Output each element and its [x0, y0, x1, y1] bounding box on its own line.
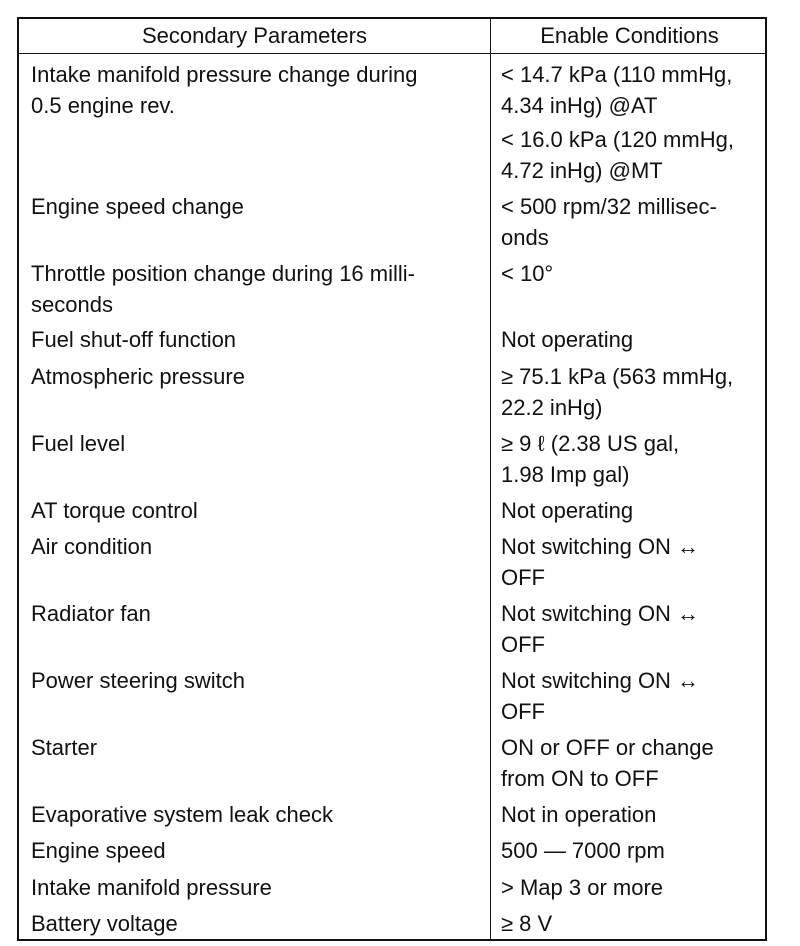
row-9-condition: Not switching ON ↔ OFF: [501, 534, 700, 590]
row-14-parameter: Engine speed: [31, 838, 166, 863]
row-1-condition: < 14.7 kPa (110 mmHg, 4.34 inHg) @AT: [501, 62, 733, 118]
row-10-condition: Not switching ON ↔ OFF: [501, 601, 700, 657]
column-divider: [490, 19, 491, 939]
row-4-condition: < 10°: [501, 261, 554, 286]
row-11-parameter: Power steering switch: [31, 668, 245, 693]
row-11-condition: Not switching ON ↔ OFF: [501, 668, 700, 724]
row-15-parameter: Intake manifold pressure: [31, 875, 272, 900]
row-4-parameter: Throttle position change during 16 milli- seconds: [31, 261, 415, 317]
row-5-condition: Not operating: [501, 327, 634, 352]
header-secondary-parameters: Secondary Parameters: [142, 23, 367, 48]
row-15-condition: > Map 3 or more: [501, 875, 664, 900]
row-3-condition: < 500 rpm/32 millisec- onds: [501, 194, 717, 250]
row-5-parameter: Fuel shut-off function: [31, 327, 237, 352]
row-2-condition: < 16.0 kPa (120 mmHg, 4.72 inHg) @MT: [501, 127, 734, 183]
row-7-parameter: Fuel level: [31, 431, 126, 456]
header-divider: [19, 53, 765, 54]
row-16-condition: ≥ 8 V: [501, 911, 553, 936]
row-12-condition: ON or OFF or change from ON to OFF: [501, 735, 714, 791]
row-1-parameter: Intake manifold pressure change during 0.5 engine rev.: [31, 62, 418, 118]
row-13-condition: Not in operation: [501, 802, 657, 827]
row-8-parameter: AT torque control: [31, 498, 198, 523]
parameters-table: [17, 17, 767, 941]
row-10-parameter: Radiator fan: [31, 601, 151, 626]
row-12-parameter: Starter: [31, 735, 98, 760]
row-7-condition: ≥ 9 ℓ (2.38 US gal, 1.98 Imp gal): [501, 431, 680, 487]
row-6-condition: ≥ 75.1 kPa (563 mmHg, 22.2 inHg): [501, 364, 734, 420]
row-3-parameter: Engine speed change: [31, 194, 244, 219]
row-14-condition: 500 — 7000 rpm: [501, 838, 665, 863]
row-8-condition: Not operating: [501, 498, 634, 523]
row-16-parameter: Battery voltage: [31, 911, 178, 936]
row-9-parameter: Air condition: [31, 534, 153, 559]
row-13-parameter: Evaporative system leak check: [31, 802, 334, 827]
header-enable-conditions: Enable Conditions: [540, 23, 719, 48]
row-6-parameter: Atmospheric pressure: [31, 364, 245, 389]
